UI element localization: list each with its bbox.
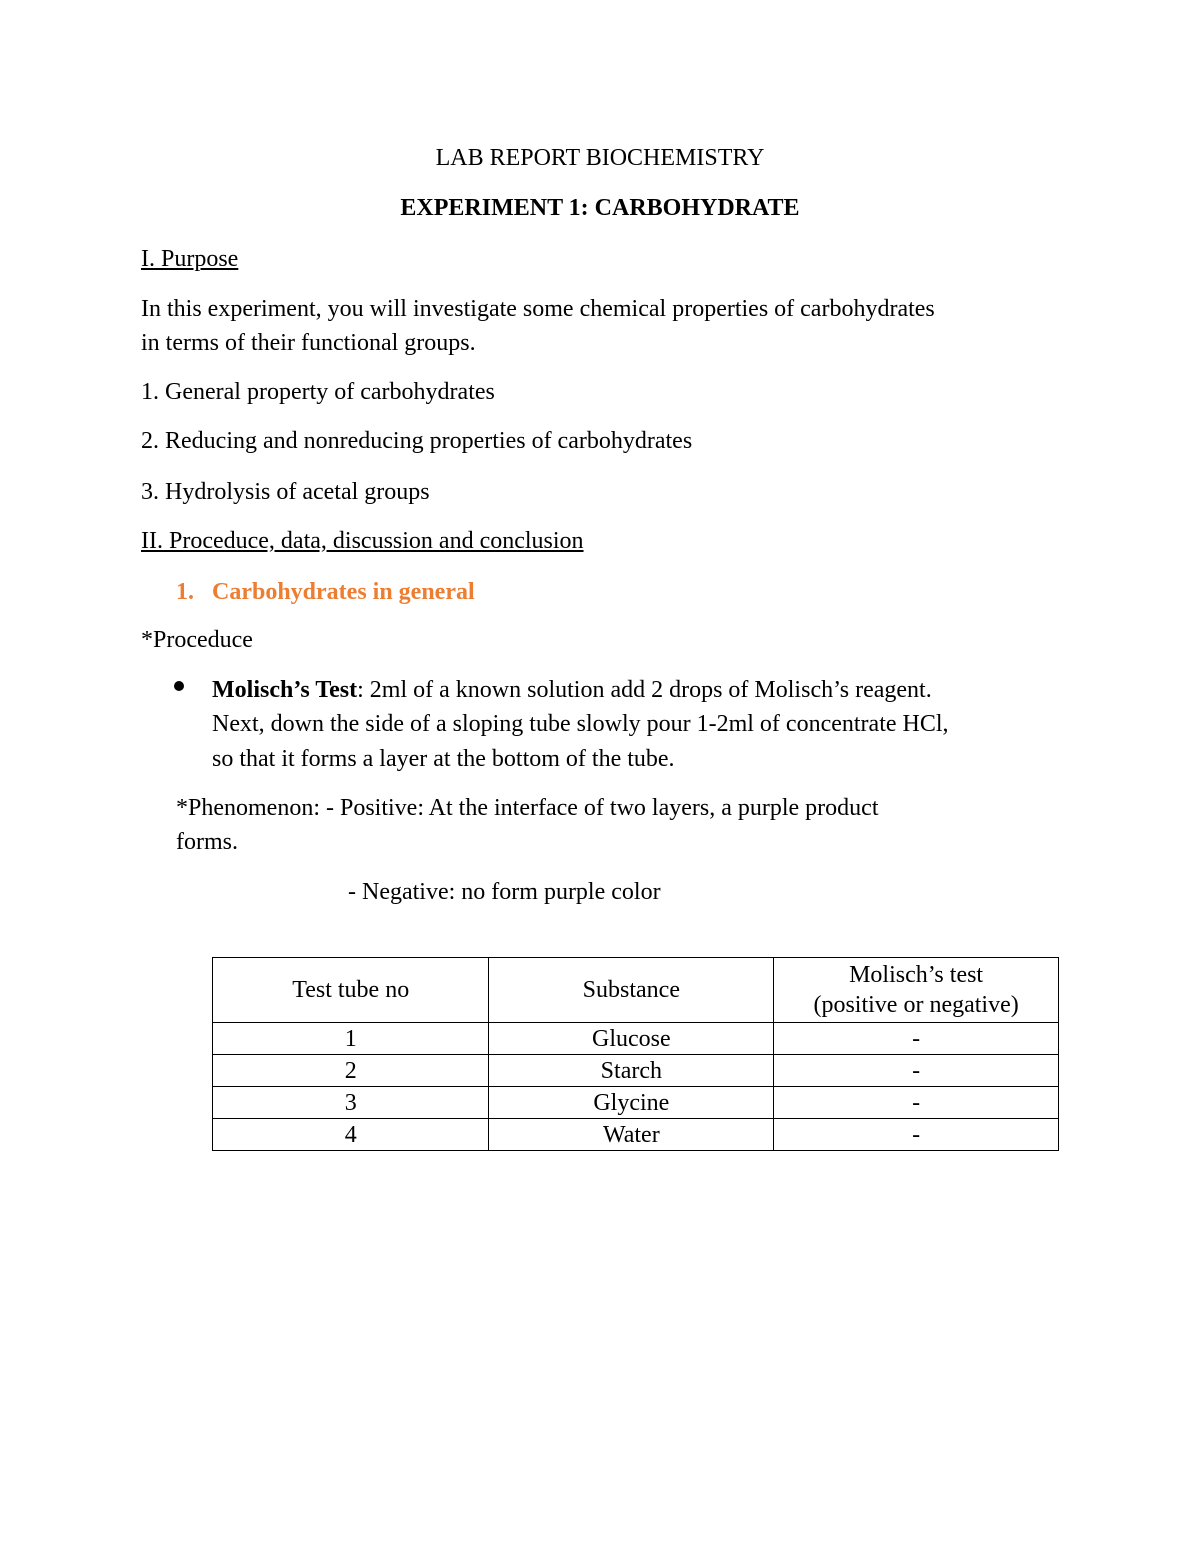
molisch-test-desc: : 2ml of a known solution add 2 drops of Molisch’s reagent. [357,677,932,703]
cell-no: 1 [213,1023,489,1055]
purpose-intro-line2: in terms of their functional groups. [141,330,476,356]
subsection-number: 1. [176,579,194,605]
header-test-tube-no: Test tube no [213,958,489,1023]
header-molisch-test-line1: Molisch’s test [849,962,984,988]
table-row [213,1119,1059,1151]
purpose-item-2: 2. Reducing and nonreducing properties of carbohydrates [141,428,693,454]
cell-result: - [774,1023,1059,1055]
results-table [212,957,1059,1151]
cell-result: - [774,1055,1059,1087]
report-title: LAB REPORT BIOCHEMISTRY [435,145,765,171]
table-row [213,1023,1059,1055]
header-molisch-test-line2: (positive or negative) [813,992,1019,1018]
header-molisch-test [774,958,1059,1023]
header-substance: Substance [489,958,774,1023]
cell-no: 3 [213,1087,489,1119]
cell-result: - [774,1119,1059,1151]
molisch-test-line2: Next, down the side of a sloping tube slowly pour 1-2ml of concentrate HCl, [212,711,949,737]
cell-substance: Glycine [489,1087,774,1119]
molisch-test-line1 [212,675,932,705]
phenomenon-line2: forms. [176,829,238,855]
cell-result: - [774,1087,1059,1119]
procedure-heading: II. Proceduce, data, discussion and conclusion [141,528,584,554]
cell-no: 2 [213,1055,489,1087]
molisch-test-name: Molisch’s Test [212,677,358,703]
purpose-item-3: 3. Hydrolysis of acetal groups [141,479,430,505]
bullet-icon [174,681,184,691]
table-row [213,1087,1059,1119]
cell-substance: Starch [489,1055,774,1087]
negative-line: - Negative: no form purple color [348,879,661,905]
cell-no: 4 [213,1119,489,1151]
table-header-row [213,958,1059,1023]
purpose-intro-line1: In this experiment, you will investigate some chemical properties of carbohydrates [141,296,935,322]
subsection-title: Carbohydrates in general [212,579,475,605]
purpose-item-1: 1. General property of carbohydrates [141,379,495,405]
phenomenon-line1: *Phenomenon: - Positive: At the interface of two layers, a purple product [176,795,879,821]
experiment-title: EXPERIMENT 1: CARBOHYDRATE [400,195,800,221]
cell-substance: Glucose [489,1023,774,1055]
procedure-label: *Proceduce [141,627,253,653]
purpose-heading: I. Purpose [141,246,239,272]
molisch-test-line3: so that it forms a layer at the bottom of the tube. [212,746,675,772]
table-row [213,1055,1059,1087]
cell-substance: Water [489,1119,774,1151]
